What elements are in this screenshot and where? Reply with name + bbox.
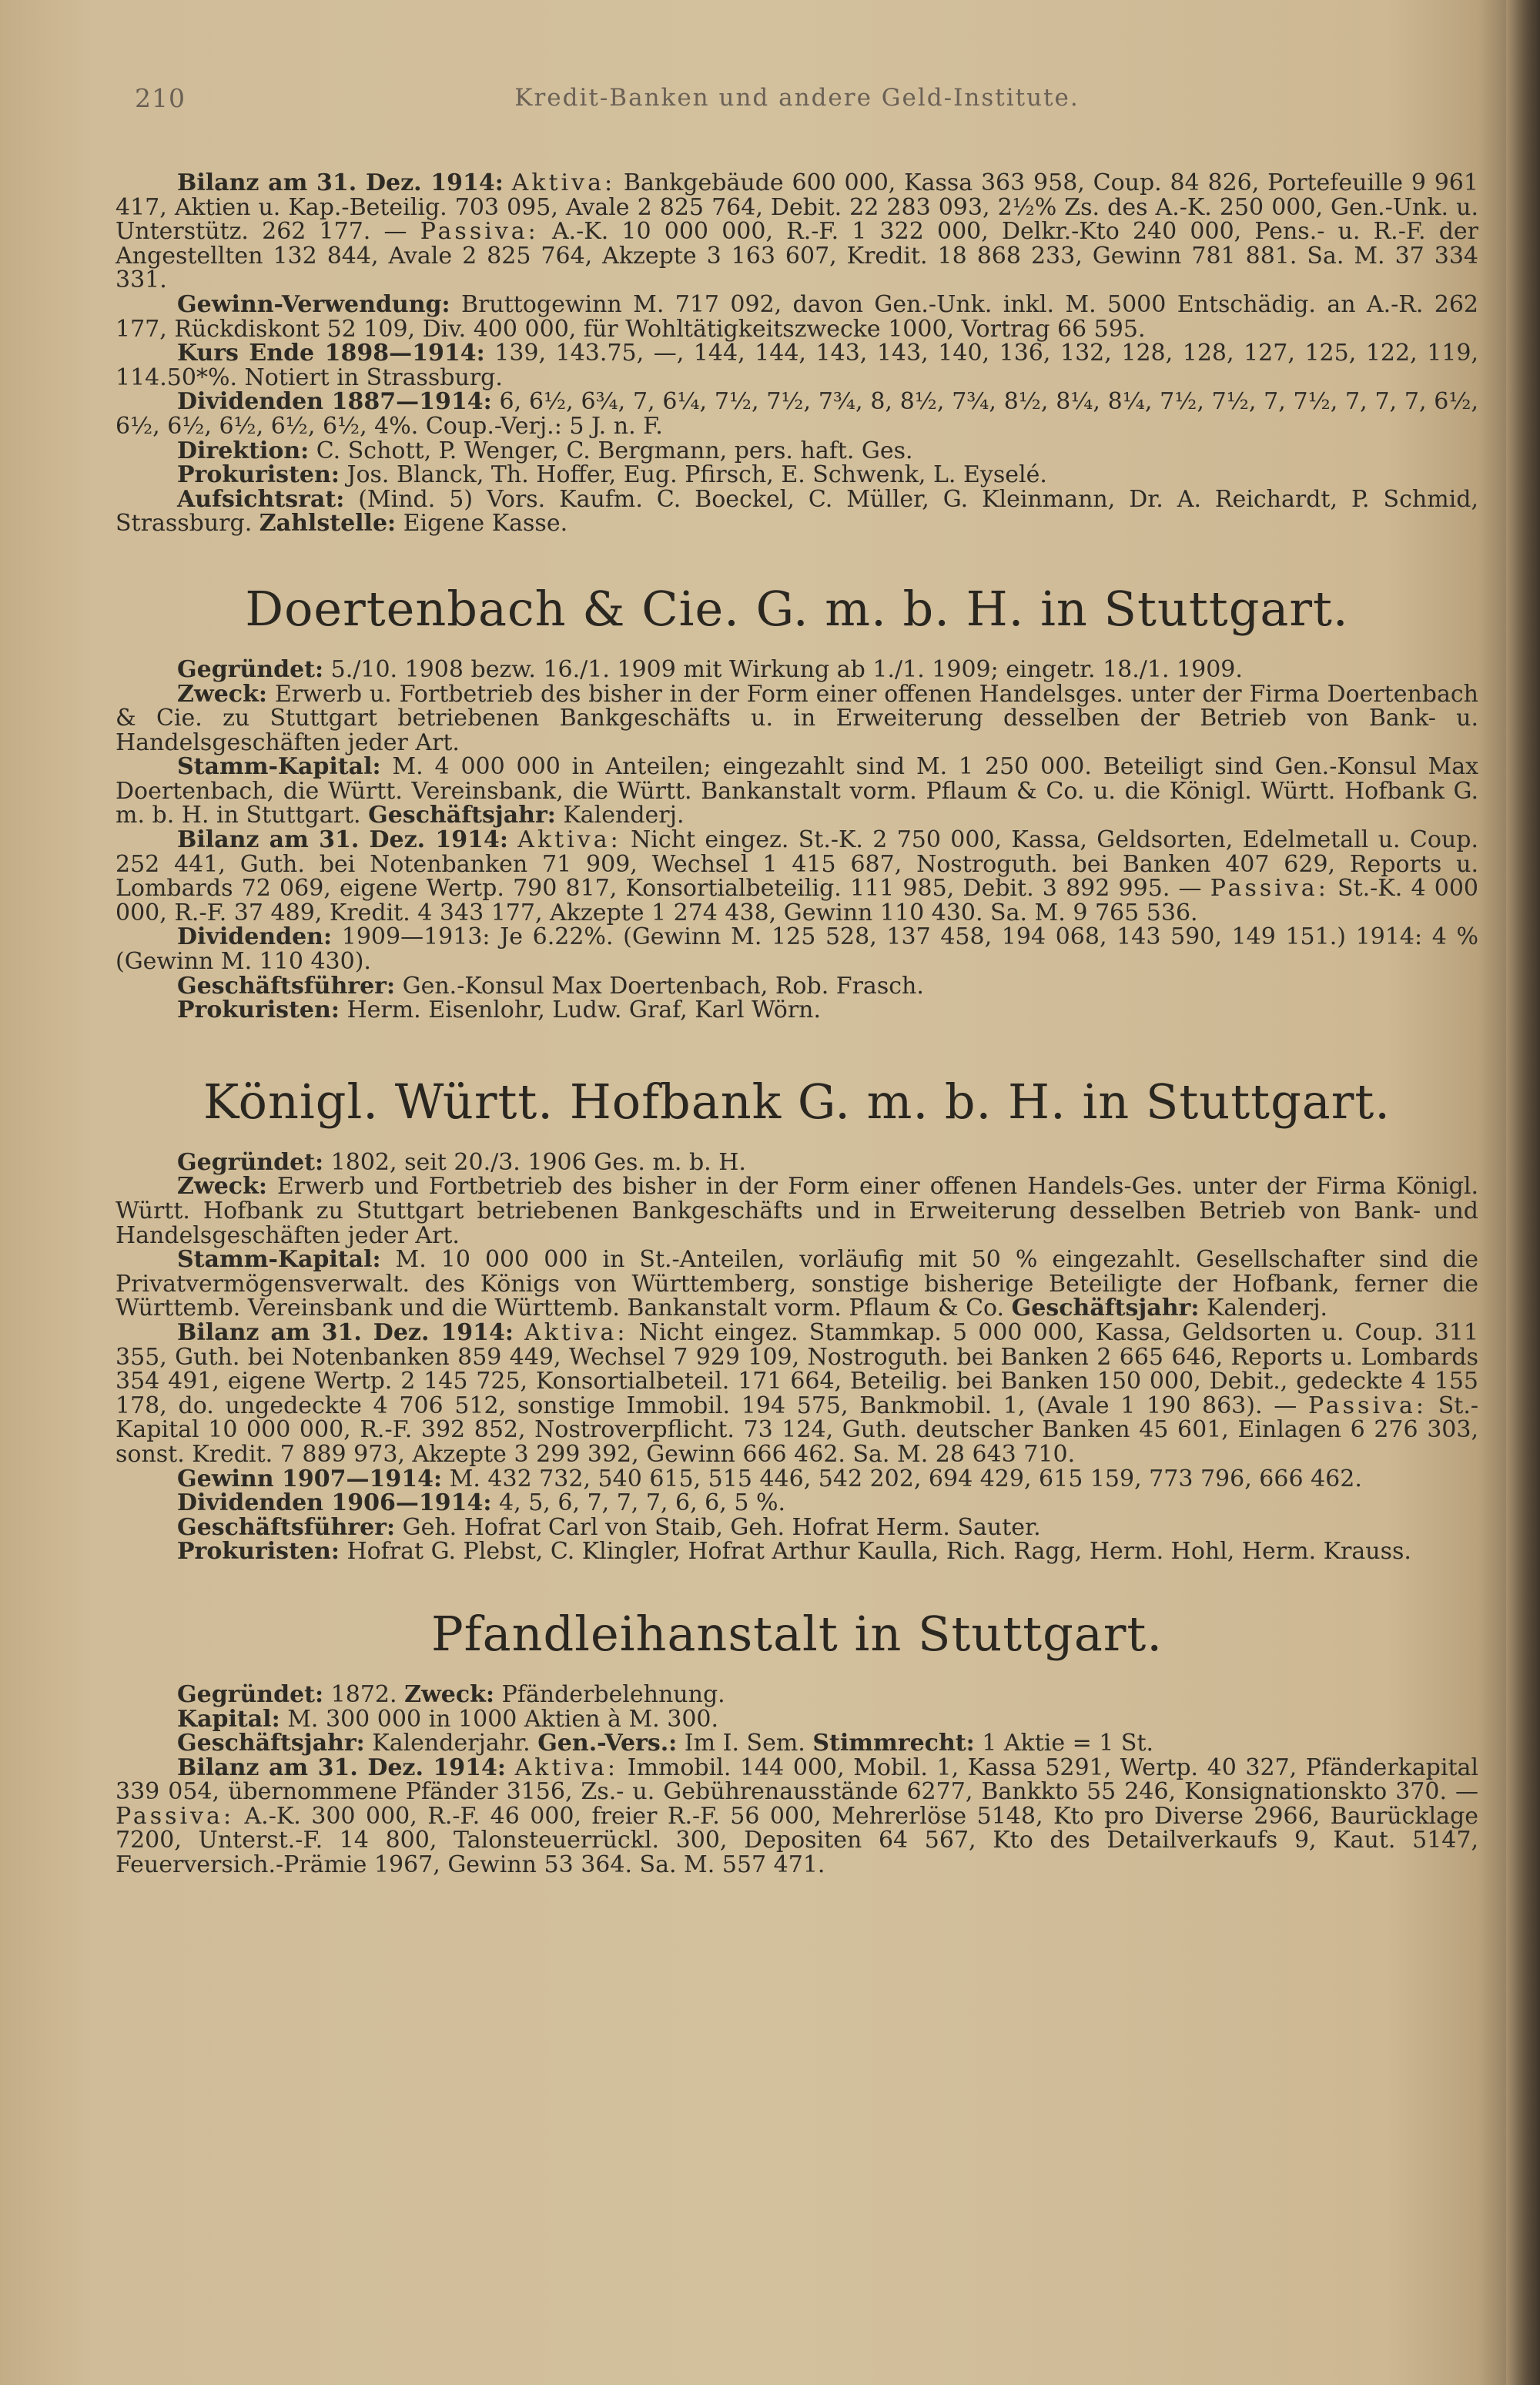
label: Gegründet: xyxy=(177,655,324,683)
passiva-heading: Passiva: xyxy=(116,1802,235,1830)
balance-paragraph xyxy=(116,828,1478,925)
label: Stimmrecht: xyxy=(812,1730,975,1757)
profit-use-paragraph xyxy=(116,290,1478,343)
label: Stamm-Kapital: xyxy=(177,1246,381,1274)
text: M. 10 000 000 in St.-Anteilen, vorläufig mit 50 % eingezahlt. Gesellschafter sind die Privatvermögensverwalt. des Königs von Württemberg, sonstige bisherige Beteiligte der Hofbank, ferner die Württemb. Vereinsbank und die Württemb. Bankanstalt vorm. Pflaum & Co. xyxy=(116,1246,1478,1322)
label: Geschäftsjahr: xyxy=(1011,1295,1200,1322)
passiva-heading: Passiva: xyxy=(420,218,539,246)
intro-section xyxy=(116,171,1478,536)
text: M. 300 000 in 1000 Aktien à M. 300. xyxy=(280,1705,719,1733)
running-title: Kredit-Banken und andere Geld-Institute. xyxy=(514,84,1080,112)
text: 6, 6½, 6¾, 7, 6¼, 7½, 7½, 7¾, 8, 8½, 7¾, 8½, 8¼, 8¼, 7½, 7½, 7, 7½, 7, 7, 7, 6½, 6½, 6½, 6½, 6½, 6½, 4%. Coup.-Verj.: 5 J. n. F. xyxy=(116,388,1478,440)
passiva-heading: Passiva: xyxy=(1210,875,1329,903)
proxies-paragraph xyxy=(116,463,1478,487)
text: Im I. Sem. xyxy=(677,1730,813,1757)
label: Zahlstelle: xyxy=(259,510,397,538)
capital-paragraph xyxy=(116,1248,1478,1321)
founded-paragraph xyxy=(116,1680,1478,1708)
text: Bruttogewinn M. 717 092, davon Gen.-Unk. inkl. M. 5000 Entschädig. an A.-R. 262 177, Rückdiskont 52 109, Div. 400 000, für Wohltätigkeitszwecke 1000, Vortrag 66 595. xyxy=(116,290,1478,343)
label: Prokuristen: xyxy=(177,1538,340,1566)
text: 5./10. 1908 bezw. 16./1. 1909 mit Wirkung ab 1./1. 1909; eingetr. 18./1. 1909. xyxy=(323,655,1243,683)
dividends-paragraph xyxy=(116,923,1478,976)
text: 1872. xyxy=(323,1680,405,1708)
text: Bankgebäude 600 000, Kassa 363 958, Coup. 84 826, Portefeuille 9 961 417, Aktien u. Kap.-Beteilig. 703 095, Avale 2 825 764, Debit. 22 283 093, 2½% Zs. des A.-K. 250 000, Gen.-Unk. u. Unterstütz. 262 177. — xyxy=(116,169,1478,246)
doertenbach-section xyxy=(116,655,1478,1024)
text: Pfänderbelehnung. xyxy=(494,1680,725,1708)
aktiva-heading: Aktiva: xyxy=(517,826,621,854)
book-edge xyxy=(1506,0,1540,2385)
section-title-pfandleihanstalt: Pfandleihanstalt in Stuttgart. xyxy=(430,1605,1163,1662)
text: 139, 143.75, —, 144, 144, 143, 143, 140, 136, 132, 128, 128, 127, 125, 122, 119, 114.50*%. Notiert in Strassburg. xyxy=(116,340,1478,391)
text: C. Schott, P. Wenger, C. Bergmann, pers. haft. Ges. xyxy=(309,437,913,464)
label: Kurs Ende 1898—1914: xyxy=(177,340,485,367)
text: (Mind. 5) Vors. Kaufm. C. Boeckel, C. Müller, G. Kleinmann, Dr. A. Reichardt, P. Schmid, Strassburg. xyxy=(116,485,1478,538)
founded-paragraph xyxy=(116,655,1478,683)
page-number: 210 xyxy=(135,83,186,113)
text: Eigene Kasse. xyxy=(396,510,568,538)
proxies-paragraph xyxy=(116,998,1478,1023)
text: Kalenderj. xyxy=(1199,1295,1328,1322)
aktiva-heading: Aktiva: xyxy=(511,169,616,196)
text: 1802, seit 20./3. 1906 Ges. m. b. H. xyxy=(323,1148,746,1176)
purpose-paragraph xyxy=(116,682,1478,755)
text: Hofrat G. Plebst, C. Klingler, Hofrat Arthur Kaulla, Rich. Ragg, Herm. Hohl, Herm. Krauss. xyxy=(339,1538,1411,1566)
label: Dividenden: xyxy=(177,923,333,951)
label: Zweck: xyxy=(177,680,267,708)
price-paragraph xyxy=(116,341,1478,390)
balance-paragraph xyxy=(116,171,1478,293)
capital-paragraph xyxy=(116,1707,1478,1732)
pfandleih-section xyxy=(116,1680,1479,1879)
label: Zweck: xyxy=(177,1173,267,1201)
section-title-doertenbach: Doertenbach & Cie. G. m. b. H. in Stuttgart. xyxy=(245,580,1349,637)
dividends-paragraph xyxy=(116,1491,1478,1516)
capital-paragraph xyxy=(116,755,1478,828)
text: Nicht eingez. Stammkap. 5 000 000, Kassa, Geldsorten u. Coup. 311 355, Guth. bei Notenbanken 859 449, Wechsel 7 929 109, Nostroguth. bei Banken 2 665 646, Reports u. Lombards 354 491, eigene Wertp. 2 145 725, Konsortialbeteil. 171 664, Beteilig. bei Banken 150 000, Debit., gedeckte 4 155 178, do. ungedeckte 4 706 512, sonstige Immobil. 194 575, Bankmobil. 1, (Avale 1 190 863). — xyxy=(116,1318,1478,1419)
label: Prokuristen: xyxy=(177,461,340,489)
label: Dividenden 1906—1914: xyxy=(177,1489,492,1517)
text: Kalenderj. xyxy=(555,802,685,829)
label: Gegründet: xyxy=(177,1680,324,1708)
text: St.-Kapital 10 000 000, R.-F. 392 852, Nostroverpflicht. 73 124, Guth. deutscher Banken 45 601, Einlagen 6 276 303, sonst. Kredit. 7 889 973, Akzepte 3 299 392, Gewinn 666 462. Sa. M. 28 643 710. xyxy=(116,1392,1478,1468)
page-content xyxy=(116,83,1479,1879)
text: 1909—1913: Je 6.22%. (Gewinn M. 125 528, 137 458, 194 068, 143 590, 149 151.) 1914: 4 % (Gewinn M. 110 430). xyxy=(116,923,1478,976)
label: Stamm-Kapital: xyxy=(177,753,381,781)
fiscal-year-paragraph xyxy=(116,1731,1478,1756)
balance-paragraph xyxy=(116,1318,1478,1468)
label: Gegründet: xyxy=(177,1148,324,1176)
running-header xyxy=(116,83,1478,132)
text: St.-K. 4 000 000, R.-F. 37 489, Kredit. 4 343 177, Akzepte 1 274 438, Gewinn 110 430. Sa. M. 9 765 536. xyxy=(116,875,1478,926)
aktiva-heading: Aktiva: xyxy=(524,1318,628,1346)
passiva-heading: Passiva: xyxy=(1307,1392,1427,1419)
section-title-hofbank: Königl. Württ. Hofbank G. m. b. H. in Stuttgart. xyxy=(203,1073,1391,1130)
founded-paragraph xyxy=(116,1148,1478,1176)
text: 1 Aktie = 1 St. xyxy=(974,1730,1154,1757)
label: Bilanz am 31. Dez. 1914: xyxy=(177,1318,514,1346)
aktiva-heading: Aktiva: xyxy=(514,1754,619,1781)
label: Gen.-Vers.: xyxy=(537,1730,678,1757)
hofbank-section xyxy=(116,1148,1478,1566)
label: Kapital: xyxy=(177,1705,280,1733)
text: Herm. Eisenlohr, Ludw. Graf, Karl Wörn. xyxy=(339,997,822,1024)
label: Geschäftsjahr: xyxy=(177,1730,365,1757)
text: Kalenderjahr. xyxy=(364,1730,538,1757)
label: Direktion: xyxy=(177,437,310,464)
text: Gen.-Konsul Max Doertenbach, Rob. Frasch. xyxy=(395,972,924,1000)
label: Geschäftsführer: xyxy=(177,972,396,1000)
dividends-paragraph xyxy=(116,390,1478,438)
label: Bilanz am 31. Dez. 1914: xyxy=(177,1754,506,1781)
text: A.-K. 300 000, R.-F. 46 000, freier R.-F. 56 000, Mehrerlöse 5148, Kto pro Diverse 2966, Baurücklage 7200, Unterst.-F. 14 800, Talonsteuerrückl. 300, Depositen 64 567, Kto des Detailverkaufs 9, Kaut. 5147, Feuerversich.-Prämie 1967, Gewinn 53 364. Sa. M. 557 471. xyxy=(116,1802,1478,1879)
board-paragraph xyxy=(116,487,1478,536)
purpose-paragraph xyxy=(116,1174,1478,1248)
label: Geschäftsführer: xyxy=(177,1513,396,1541)
text: Geh. Hofrat Carl von Staib, Geh. Hofrat Herm. Sauter. xyxy=(395,1513,1041,1541)
label: Prokuristen: xyxy=(177,997,340,1024)
text: Nicht eingez. St.-K. 2 750 000, Kassa, Geldsorten, Edelmetall u. Coup. 252 441, Guth. bei Notenbanken 71 909, Wechsel 1 415 687, Nostroguth. bei Banken 407 629, Reports u. Lombards 72 069, eigene Wertp. 790 817, Konsortialbeteilig. 111 985, Debit. 3 892 995. — xyxy=(116,826,1478,903)
label: Zweck: xyxy=(404,1680,495,1708)
balance-paragraph xyxy=(116,1756,1478,1878)
text: M. 4 000 000 in Anteilen; eingezahlt sind M. 1 250 000. Beteiligt sind Gen.-Konsul Max Doertenbach, die Württ. Vereinsbank, die Württ. Bankanstalt vorm. Pflaum & Co. u. die Königl. Württ. Hofbank G. m. b. H. in Stuttgart. xyxy=(116,753,1478,829)
managers-paragraph xyxy=(116,974,1478,999)
label: Gewinn-Verwendung: xyxy=(177,290,450,318)
proxies-paragraph xyxy=(116,1539,1478,1564)
label: Geschäftsjahr: xyxy=(368,802,556,829)
label: Gewinn 1907—1914: xyxy=(177,1465,443,1492)
label: Dividenden 1887—1914: xyxy=(177,388,492,416)
text: M. 432 732, 540 615, 515 446, 542 202, 694 429, 615 159, 773 796, 666 462. xyxy=(442,1465,1362,1492)
label: Bilanz am 31. Dez. 1914: xyxy=(177,169,504,196)
profit-paragraph xyxy=(116,1467,1478,1492)
text: Erwerb u. Fortbetrieb des bisher in der Form einer offenen Handelsges. unter der Firma Doertenbach & Cie. zu Stuttgart betriebenen Bankgeschäfts u. in Erweiterung desselben der Betrieb von Bank- u. Handelsgeschäften jeder Art. xyxy=(116,680,1478,756)
direction-paragraph xyxy=(116,439,1478,464)
managers-paragraph xyxy=(116,1513,1478,1541)
text: Immobil. 144 000, Mobil. 1, Kassa 5291, Wertp. 40 327, Pfänderkapital 339 054, übernommene Pfänder 3156, Zs.- u. Gebührenausstände 6277, Bankkto 55 246, Konsignationskto 370. — xyxy=(116,1754,1479,1806)
label: Bilanz am 31. Dez. 1914: xyxy=(177,826,508,854)
label: Aufsichtsrat: xyxy=(177,485,345,513)
text: Erwerb und Fortbetrieb des bisher in der Form einer offenen Handels-Ges. unter der Firma Königl. Württ. Hofbank zu Stuttgart betriebenen Bankgeschäfts und in Erweiterung desselben Betrieb von Bank- und Handelsgeschäften jeder Art. xyxy=(116,1173,1478,1249)
text: A.-K. 10 000 000, R.-F. 1 322 000, Delkr.-Kto 240 000, Pens.- u. R.-F. der Angestellten 132 844, Avale 2 825 764, Akzepte 3 163 607, Kredit. 18 868 233, Gewinn 781 881. Sa. M. 37 334 331. xyxy=(116,218,1478,294)
text: Jos. Blanck, Th. Hoffer, Eug. Pfirsch, E. Schwenk, L. Eyselé. xyxy=(339,461,1047,489)
text: 4, 5, 6, 7, 7, 7, 6, 6, 5 %. xyxy=(491,1489,785,1517)
